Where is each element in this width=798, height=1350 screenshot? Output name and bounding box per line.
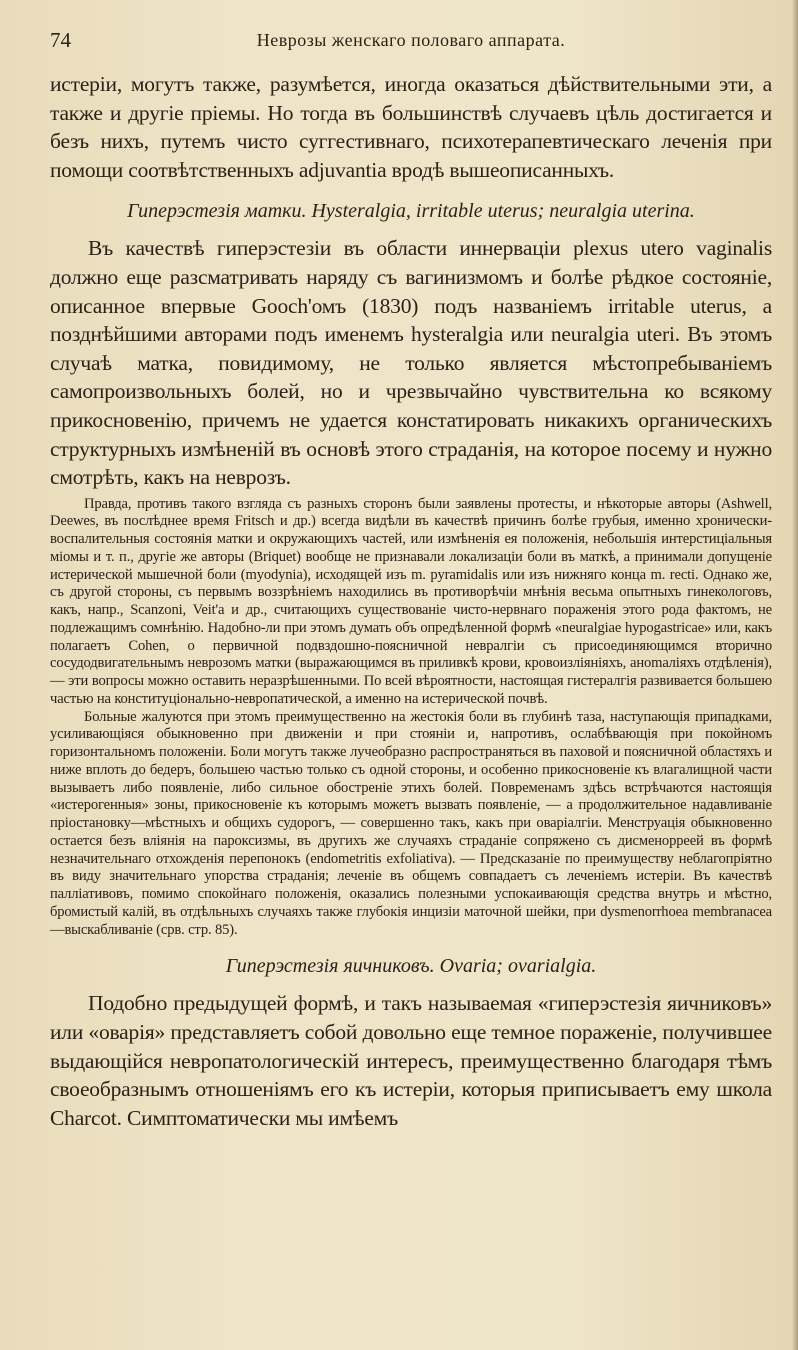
- footnote-paragraph-1: Правда, противъ такого взгляда съ разныхъ сторонъ были заявлены протесты, и нѣкоторые авторы (Ashwell, Deewes, въ послѣднее время Fritsch и др.) всегда видѣли въ качествѣ причинъ болѣе грубыя, именно хронически-воспалительныя состоянія матки и окружающихъ частей, или измѣненія ея положенія, небольшія интерстиціальныя міомы и т. п., другіе же авторы (Briquet) вообще не признавали локализаціи боли въ маткѣ, а принимали допущеніе истерической мышечной боли (myodynia), исходящей изъ m. pyramidalis или изъ нижняго конца m. recti. Однако же, съ другой стороны, съ первымъ воззрѣніемъ находились въ противорѣчіи мнѣнія весьма опытныхъ гинекологовъ, какъ, напр., Scanzoni, Veit'a и др., считающихъ существованіе чисто-нервнаго пораженія этого рода фактомъ, не подлежащимъ сомнѣнію. Надобно-ли при этомъ думать объ опредѣленной формѣ «neuralgiae hypogastricae» или, какъ полагаетъ Cohen, о первичной подвздошно-поясничной невралгіи съ присоединяющимся вторично сосудодвигательнымъ неврозомъ матки (выражающимся въ приливкѣ крови, кровоизліяніяхъ, аноmaліяхъ отдѣленія), — эти вопросы можно оставить неразрѣшенными. По всей вѣроятности, настоящая гистералгія развивается большею частью на конституціонально-невропатической, а именно на истерической почвѣ.: [50, 495, 772, 707]
- page-number: 74: [50, 28, 71, 52]
- footnote-paragraph-2: Больные жалуются при этомъ преимущественно на жестокія боли въ глубинѣ таза, наступающія припадками, усиливающіяся обыкновенно при движеніи и при стояніи и, напротивъ, ослабѣвающія при покойномъ горизонтальномъ положеніи. Боли могутъ также лучеобразно распространяться въ паховой и поясничной областяхъ и ниже вплоть до бедеръ, большею частью только съ одной стороны, и особенно прикосновеніе къ влагалищной части вызываетъ либо появленіе, либо сильное обостреніе этихъ болей. Повременамъ здѣсь встрѣчаются настоящія «истерогенныя» зоны, прикосновеніе къ которымъ можетъ вызвать появленіе, — а продолжительное надавливаніе пріостановку—мѣстныхъ и общихъ судорогъ, — совершенно такъ, какъ при оваріалгіи. Менструація обыкновенно остается безъ вліянія на пароксизмы, въ другихъ же случаяхъ страданіе сопряжено съ дисменорреей въ формѣ незначительнаго отхожденія перепонокъ (endometritis exfoliativa). — Предсказаніе по преимуществу неблагопріятно въ виду значительнаго упорства страданія; леченіе въ общемъ совпадаетъ съ леченіемъ истеріи. Въ качествѣ палліативовъ, помимо спокойнаго положенія, оказались полезными успокаивающія средства внутрь и мѣстно, бромистый калій, въ отдѣльныхъ случаяхъ также глубокія инцизіи маточной шейки, при dysmenorrhoea membranacea—выскабливаніе (срв. стр. 85).: [50, 708, 772, 938]
- intro-paragraph: истеріи, могутъ также, разумѣется, иногда оказаться дѣйствительными эти, а также и другіе пріемы. Но тогда въ большинствѣ случаевъ цѣль достигается и безъ нихъ, путемъ чисто суггестивнаго, психотерапевтическаго леченія при помощи соотвѣтственныхъ adjuvantia вродѣ вышеописанныхъ.: [50, 72, 772, 182]
- section-ovaries-body: Подобно предыдущей формѣ, и такъ называемая «гиперэстезія яичниковъ» или «оварія» представляетъ собой довольно еще темное пораженіе, получившее выдающійся невропатологическій интересъ, преимущественно благодаря тѣмъ своеобразнымъ отношеніямъ его къ истеріи, которыя приписываетъ ему школа Charcot. Симптоматически мы имѣемъ: [50, 991, 772, 1130]
- page-header: [50, 28, 772, 56]
- section-uterus-body: Въ качествѣ гиперэстезіи въ области иннерваціи plexus utero vaginalis должно еще разсматривать наряду съ вагинизмомъ и болѣе рѣдкое состояніе, описанное впервые Gooch'омъ (1830) подъ названіемъ irritable uterus, а позднѣйшими авторами подъ именемъ hysteralgia или neuralgia uteri. Въ этомъ случаѣ матка, повидимому, не только является мѣстопребываніемъ самопроизвольныхъ болей, но и чрезвычайно чувствительна ко всякому прикосновенію, причемъ не удается констатировать никакихъ органическихъ структурныхъ измѣненій въ основѣ этого страданія, на которое посему и нужно смотрѣть, какъ на неврозъ.: [50, 236, 772, 490]
- section-heading-uterus: Гиперэстезія матки. Hysteralgia, irritable uterus; neuralgia uterina.: [127, 200, 695, 223]
- section-heading-ovaries: Гиперэстезія яичниковъ. Ovaria; ovarialgia.: [225, 955, 597, 978]
- page-edge-shadow: [792, 0, 798, 1350]
- running-title: Неврозы женскаго половаго аппарата.: [256, 30, 566, 50]
